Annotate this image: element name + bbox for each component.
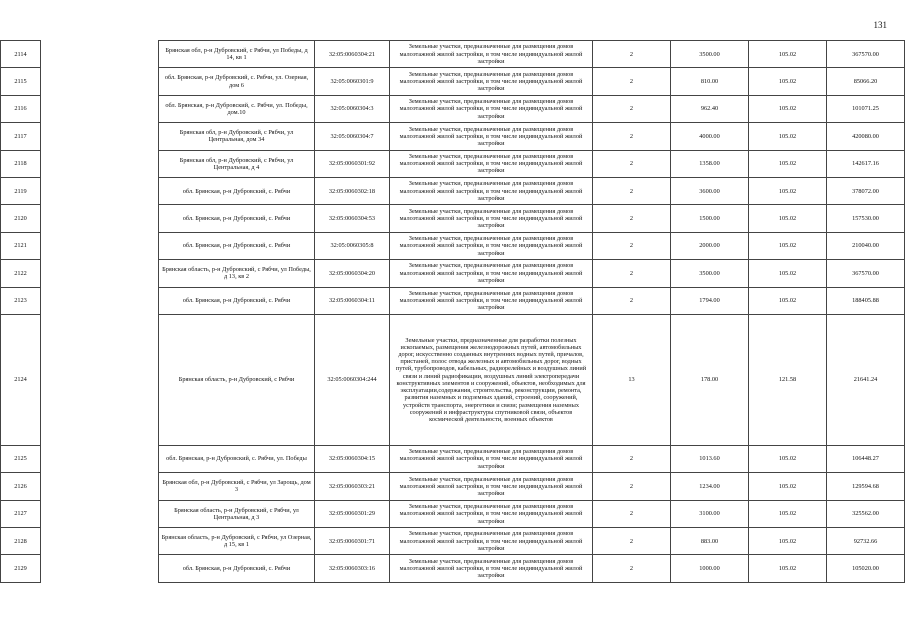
specific-value-cell: 105.02: [749, 555, 827, 582]
specific-value-cell: 105.02: [749, 41, 827, 68]
land-use-cell: Земельные участки, предназначенные для размещения домов малоэтажной жилой застройки, в том числе индивидуальной жилой застройки: [390, 473, 593, 500]
row-number-cell: 2122: [1, 260, 41, 287]
row-number-cell: 2125: [1, 445, 41, 472]
cadastral-value-cell: 157530.00: [827, 205, 905, 232]
table-row: [1, 528, 905, 555]
group-cell: 2: [593, 68, 671, 95]
row-number-cell: 2120: [1, 205, 41, 232]
spacer-cell: [41, 68, 159, 95]
table-row: [1, 177, 905, 204]
table-row: [1, 205, 905, 232]
group-cell: 2: [593, 232, 671, 259]
area-cell: 962.40: [671, 95, 749, 122]
group-cell: 2: [593, 95, 671, 122]
row-number-cell: 2119: [1, 177, 41, 204]
group-cell: 2: [593, 528, 671, 555]
table-row: [1, 445, 905, 472]
address-cell: обл. Брянская, р-н Дубровский, с. Рябчи, ул. Победы, дом.10: [159, 95, 315, 122]
spacer-cell: [41, 95, 159, 122]
area-cell: 1500.00: [671, 205, 749, 232]
cadastral-value-cell: 367570.00: [827, 260, 905, 287]
cadastral-value-cell: 325562.00: [827, 500, 905, 527]
cadastral-value-cell: 378072.00: [827, 177, 905, 204]
cadastral-value-cell: 85066.20: [827, 68, 905, 95]
group-cell: 2: [593, 500, 671, 527]
table-row: [1, 123, 905, 150]
spacer-cell: [41, 473, 159, 500]
land-use-cell: Земельные участки, предназначенные для размещения домов малоэтажной жилой застройки, в том числе индивидуальной жилой застройки: [390, 500, 593, 527]
land-use-cell: Земельные участки, предназначенные для размещения домов малоэтажной жилой застройки, в том числе индивидуальной жилой застройки: [390, 41, 593, 68]
row-number-cell: 2117: [1, 123, 41, 150]
spacer-cell: [41, 123, 159, 150]
spacer-cell: [41, 41, 159, 68]
area-cell: 1234.00: [671, 473, 749, 500]
cadastral-number-cell: 32:05:0060304:11: [315, 287, 390, 314]
group-cell: 2: [593, 555, 671, 582]
row-number-cell: 2123: [1, 287, 41, 314]
spacer-cell: [41, 314, 159, 445]
group-cell: 2: [593, 123, 671, 150]
cadastral-value-cell: 129594.68: [827, 473, 905, 500]
table-body: [1, 41, 905, 583]
area-cell: 3500.00: [671, 41, 749, 68]
area-cell: 3600.00: [671, 177, 749, 204]
address-cell: Брянская область, р-н Дубровский, с Рябчи, ул Центральная, д 3: [159, 500, 315, 527]
specific-value-cell: 105.02: [749, 500, 827, 527]
table-row: [1, 232, 905, 259]
spacer-cell: [41, 260, 159, 287]
specific-value-cell: 105.02: [749, 123, 827, 150]
spacer-cell: [41, 232, 159, 259]
land-use-cell: Земельные участки, предназначенные для размещения домов малоэтажной жилой застройки, в том числе индивидуальной жилой застройки: [390, 205, 593, 232]
row-number-cell: 2129: [1, 555, 41, 582]
spacer-cell: [41, 150, 159, 177]
cadastral-number-cell: 32:05:0060304:53: [315, 205, 390, 232]
area-cell: 3100.00: [671, 500, 749, 527]
area-cell: 1358.00: [671, 150, 749, 177]
land-use-cell: Земельные участки, предназначенные для размещения домов малоэтажной жилой застройки, в том числе индивидуальной жилой застройки: [390, 445, 593, 472]
area-cell: 3500.00: [671, 260, 749, 287]
table-row: [1, 473, 905, 500]
cadastral-value-cell: 420080.00: [827, 123, 905, 150]
cadastral-number-cell: 32:05:0060301:29: [315, 500, 390, 527]
spacer-cell: [41, 528, 159, 555]
table-row: [1, 260, 905, 287]
cadastral-value-cell: 92732.66: [827, 528, 905, 555]
area-cell: 2000.00: [671, 232, 749, 259]
land-use-cell: Земельные участки, предназначенные для размещения домов малоэтажной жилой застройки, в том числе индивидуальной жилой застройки: [390, 95, 593, 122]
land-use-cell: Земельные участки, предназначенные для размещения домов малоэтажной жилой застройки, в том числе индивидуальной жилой застройки: [390, 232, 593, 259]
group-cell: 2: [593, 445, 671, 472]
table-row: [1, 95, 905, 122]
cadastral-value-cell: 188405.88: [827, 287, 905, 314]
specific-value-cell: 105.02: [749, 287, 827, 314]
land-use-cell: Земельные участки, предназначенные для размещения домов малоэтажной жилой застройки, в том числе индивидуальной жилой застройки: [390, 260, 593, 287]
table-row: [1, 150, 905, 177]
page-number: 131: [873, 20, 887, 30]
area-cell: 1794.00: [671, 287, 749, 314]
land-use-cell: Земельные участки, предназначенные для размещения домов малоэтажной жилой застройки, в том числе индивидуальной жилой застройки: [390, 177, 593, 204]
spacer-cell: [41, 205, 159, 232]
group-cell: 2: [593, 473, 671, 500]
row-number-cell: 2116: [1, 95, 41, 122]
address-cell: обл. Брянская, р-н Дубровский, с. Рябчи: [159, 205, 315, 232]
group-cell: 13: [593, 314, 671, 445]
land-use-cell: Земельные участки, предназначенные для размещения домов малоэтажной жилой застройки, в том числе индивидуальной жилой застройки: [390, 528, 593, 555]
specific-value-cell: 105.02: [749, 150, 827, 177]
address-cell: Брянская область, р-н Дубровский, с Рябчи: [159, 314, 315, 445]
row-number-cell: 2127: [1, 500, 41, 527]
specific-value-cell: 105.02: [749, 473, 827, 500]
cadastral-value-cell: 210040.00: [827, 232, 905, 259]
row-number-cell: 2114: [1, 41, 41, 68]
cadastral-value-table: [0, 40, 905, 583]
address-cell: Брянская обл, р-н Дубровский, с Рябчи, ул Центральная, дом 34: [159, 123, 315, 150]
land-use-cell: Земельные участки, предназначенные для разработки полезных ископаемых, размещения железнодорожных путей, автомобильных дорог, искусственно созданных внутренних водных путей, причалов, пристаней, полос отвода железных и автомобильных дорог, водных путей, трубопроводов, кабельных, радиорелейных и воздушных линий связи и линий радиофикации, воздушных линий электропередачи конструктивных элементов и сооружений, объектов, необходимых для эксплуатации,содержания, строительства, реконструкции, ремонта, развития наземных и подземных зданий, строений, сооружений, устройств транспорта, энергетики и связи; размещения наземных сооружений и инфраструктуры спутниковой связи, объектов космической деятельности, военных объектов: [390, 314, 593, 445]
area-cell: 883.00: [671, 528, 749, 555]
table-row: [1, 41, 905, 68]
cadastral-number-cell: 32:05:0060304:7: [315, 123, 390, 150]
row-number-cell: 2128: [1, 528, 41, 555]
spacer-cell: [41, 555, 159, 582]
address-cell: обл. Брянская, р-н Дубровский, с. Рябчи: [159, 177, 315, 204]
specific-value-cell: 105.02: [749, 528, 827, 555]
address-cell: обл. Брянская, р-н Дубровский, с. Рябчи: [159, 287, 315, 314]
land-use-cell: Земельные участки, предназначенные для размещения домов малоэтажной жилой застройки, в том числе индивидуальной жилой застройки: [390, 68, 593, 95]
specific-value-cell: 105.02: [749, 177, 827, 204]
land-use-cell: Земельные участки, предназначенные для размещения домов малоэтажной жилой застройки, в том числе индивидуальной жилой застройки: [390, 287, 593, 314]
address-cell: обл. Брянская, р-н Дубровский, с. Рябчи: [159, 555, 315, 582]
area-cell: 810.00: [671, 68, 749, 95]
cadastral-number-cell: 32:05:0060304:20: [315, 260, 390, 287]
cadastral-number-cell: 32:05:0060304:244: [315, 314, 390, 445]
address-cell: обл. Брянская, р-н Дубровский, с. Рябчи, ул. Озерная, дом 6: [159, 68, 315, 95]
address-cell: Брянская область, р-н Дубровский, с Рябчи, ул Озерная, д 15, кв 1: [159, 528, 315, 555]
address-cell: Брянская область, р-н Дубровский, с Рябчи, ул Победы, д 13, кв 2: [159, 260, 315, 287]
row-number-cell: 2115: [1, 68, 41, 95]
cadastral-number-cell: 32:05:0060304:15: [315, 445, 390, 472]
spacer-cell: [41, 445, 159, 472]
row-number-cell: 2121: [1, 232, 41, 259]
land-use-cell: Земельные участки, предназначенные для размещения домов малоэтажной жилой застройки, в том числе индивидуальной жилой застройки: [390, 150, 593, 177]
table-row: [1, 555, 905, 582]
area-cell: 178.00: [671, 314, 749, 445]
land-use-cell: Земельные участки, предназначенные для размещения домов малоэтажной жилой застройки, в том числе индивидуальной жилой застройки: [390, 555, 593, 582]
table-row: [1, 314, 905, 445]
specific-value-cell: 121.58: [749, 314, 827, 445]
land-use-cell: Земельные участки, предназначенные для размещения домов малоэтажной жилой застройки, в том числе индивидуальной жилой застройки: [390, 123, 593, 150]
cadastral-number-cell: 32:05:0060303:21: [315, 473, 390, 500]
area-cell: 1000.00: [671, 555, 749, 582]
cadastral-number-cell: 32:05:0060304:3: [315, 95, 390, 122]
cadastral-number-cell: 32:05:0060301:71: [315, 528, 390, 555]
table-row: [1, 500, 905, 527]
group-cell: 2: [593, 150, 671, 177]
cadastral-value-cell: 142617.16: [827, 150, 905, 177]
cadastral-number-cell: 32:05:0060303:16: [315, 555, 390, 582]
row-number-cell: 2118: [1, 150, 41, 177]
cadastral-number-cell: 32:05:0060304:21: [315, 41, 390, 68]
area-cell: 4000.00: [671, 123, 749, 150]
cadastral-value-cell: 105020.00: [827, 555, 905, 582]
group-cell: 2: [593, 177, 671, 204]
specific-value-cell: 105.02: [749, 445, 827, 472]
cadastral-number-cell: 32:05:0060301:9: [315, 68, 390, 95]
spacer-cell: [41, 500, 159, 527]
cadastral-number-cell: 32:05:0060302:18: [315, 177, 390, 204]
group-cell: 2: [593, 260, 671, 287]
specific-value-cell: 105.02: [749, 232, 827, 259]
address-cell: Брянская обл, р-н Дубровский, с Рябчи, ул Центральная, д 4: [159, 150, 315, 177]
group-cell: 2: [593, 41, 671, 68]
specific-value-cell: 105.02: [749, 205, 827, 232]
group-cell: 2: [593, 287, 671, 314]
address-cell: обл. Брянская, р-н Дубровский, с. Рябчи, ул. Победы: [159, 445, 315, 472]
address-cell: Брянская обл, р-н Дубровский, с Рябчи, ул Победы, д 14, кв 1: [159, 41, 315, 68]
specific-value-cell: 105.02: [749, 68, 827, 95]
spacer-cell: [41, 287, 159, 314]
specific-value-cell: 105.02: [749, 95, 827, 122]
cadastral-value-cell: 21641.24: [827, 314, 905, 445]
cadastral-number-cell: 32:05:0060305:8: [315, 232, 390, 259]
cadastral-value-cell: 106448.27: [827, 445, 905, 472]
address-cell: Брянская обл, р-н Дубровский, с Рябчи, ул Зарощь, дом 3: [159, 473, 315, 500]
row-number-cell: 2124: [1, 314, 41, 445]
table-row: [1, 68, 905, 95]
cadastral-value-cell: 101071.25: [827, 95, 905, 122]
address-cell: обл. Брянская, р-н Дубровский, с. Рябчи: [159, 232, 315, 259]
area-cell: 1013.60: [671, 445, 749, 472]
spacer-cell: [41, 177, 159, 204]
row-number-cell: 2126: [1, 473, 41, 500]
specific-value-cell: 105.02: [749, 260, 827, 287]
cadastral-number-cell: 32:05:0060301:92: [315, 150, 390, 177]
group-cell: 2: [593, 205, 671, 232]
cadastral-value-cell: 367570.00: [827, 41, 905, 68]
table-row: [1, 287, 905, 314]
